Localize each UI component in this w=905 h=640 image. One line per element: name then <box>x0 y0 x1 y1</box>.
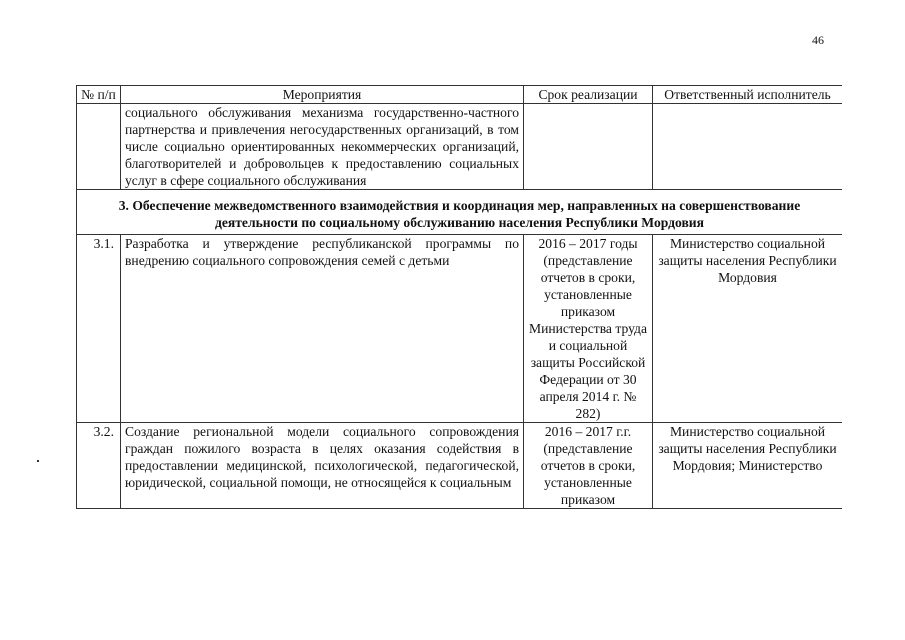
page-number: 46 <box>812 33 824 47</box>
row-action: социального обслуживания механизма государственно-частного партнерства и привлечения негосударственных организаций, в том числе социально ориентированных некоммерческих организаций, благотворителей и добровольцев к предоставлению социальных услуг в сфере социального обслуживания <box>121 104 524 190</box>
row-num: 3.1. <box>77 235 121 423</box>
row-responsible: Министерство социальной защиты населения Республики Мордовия; Министерство <box>653 423 843 509</box>
table-row <box>77 235 843 423</box>
section-title: 3. Обеспечение межведомственного взаимодействия и координация мер, направленных на совершенствование деятельности по социальному обслуживанию населения Республики Мордовия <box>77 190 843 235</box>
row-term: 2016 – 2017 г.г. (представление отчетов в сроки, установленные приказом <box>524 423 653 509</box>
row-action: Создание региональной модели социального сопровождения граждан пожилого возраста в целях оказания содействия в предоставлении медицинской, психологической, педагогической, юридической, социальной помощи, не относящейся к социальным <box>121 423 524 509</box>
scan-artifact-dot <box>37 460 39 462</box>
row-term <box>524 104 653 190</box>
activities-table <box>76 85 842 509</box>
row-responsible <box>653 104 843 190</box>
table-row <box>77 104 843 190</box>
section-heading-row <box>77 190 843 235</box>
header-term: Срок реализации <box>524 86 653 104</box>
header-responsible: Ответственный исполнитель <box>653 86 843 104</box>
header-action: Мероприятия <box>121 86 524 104</box>
table-header-row <box>77 86 843 104</box>
row-action: Разработка и утверждение республиканской программы по внедрению социального сопровождения семей с детьми <box>121 235 524 423</box>
row-responsible: Министерство социальной защиты населения Республики Мордовия <box>653 235 843 423</box>
row-num <box>77 104 121 190</box>
header-num: № п/п <box>77 86 121 104</box>
table-row <box>77 423 843 509</box>
document-table-wrapper <box>76 85 842 593</box>
row-num: 3.2. <box>77 423 121 509</box>
row-term: 2016 – 2017 годы (представление отчетов в сроки, установленные приказом Министерства труда и социальной защиты Российской Федерации от 30 апреля 2014 г. № 282) <box>524 235 653 423</box>
